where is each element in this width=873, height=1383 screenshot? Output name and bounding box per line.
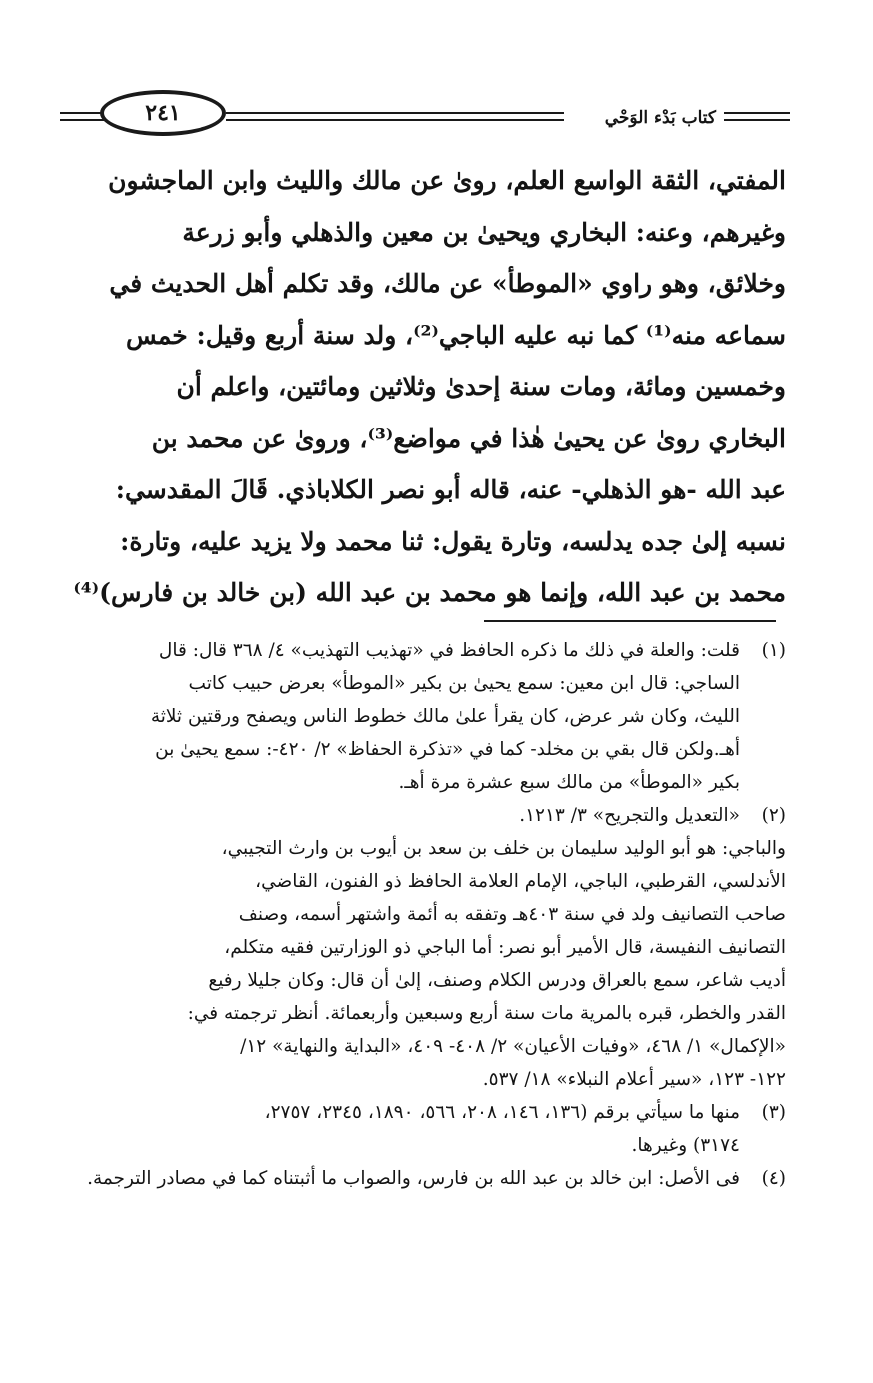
footnote-2-extra-line: صاحب التصانيف ولد في سنة ٤٠٣هـ وتفقه به أئمة واشتهر أسمه، وصنف <box>238 904 786 925</box>
footnote-1-line: الليث، وكان شر عرض، كان يقرأ علىٰ مالك خطوط الناس ويصفح ورقتين ثلاثة <box>150 706 740 727</box>
footnote-2-extra-line: ١٢٢- ١٢٣، «سير أعلام النبلاء» ١٨/ ٥٣٧. <box>482 1069 786 1090</box>
footnote-2-extra-line: «الإكمال» ١/ ٤٦٨، «وفيات الأعيان» ٢/ ٤٠٨- ٤٠٩، «البداية والنهاية» ١٢/ <box>240 1036 786 1057</box>
main-text <box>64 155 786 619</box>
main-line: البخاري روىٰ عن يحيىٰ هٰذا في مواضع⁽³⁾، وروىٰ عن محمد بن <box>151 423 786 453</box>
main-line: عبد الله -هو الذهلي- عنه، قاله أبو نصر الكلاباذي. قَالَ المقدسي: <box>115 475 786 504</box>
header-rule-middle-top <box>226 112 564 114</box>
footnote-1-line: الساجي: قال ابن معين: سمع يحيىٰ بن بكير «الموطأ» بعرض حبيب كاتب <box>188 673 740 694</box>
footnote-2-extra-line: الأندلسي، القرطبي، الباجي، الإمام العلامة الحافظ ذو الفنون، القاضي، <box>255 871 786 892</box>
footnote-number: (٢) <box>761 805 786 826</box>
footnote-number: (٤) <box>761 1168 786 1189</box>
footnote-text: قلت: والعلة في ذلك ما ذكره الحافظ في «تهذيب التهذيب» ٤/ ٣٦٨ قال: قال <box>158 640 740 661</box>
footnote-text: «التعديل والتجريح» ٣/ ١٢١٣. <box>519 805 740 826</box>
footnote-separator <box>484 620 776 622</box>
footnote-2-extra-line: القدر والخطر، قبره بالمرية مات سنة أربع وسبعين وأربعمائة. أنظر ترجمته في: <box>187 1003 786 1024</box>
footnote-1-line: بكير «الموطأ» من مالك سبع عشرة مرة أهـ. <box>398 772 740 793</box>
main-line: المفتي، الثقة الواسع العلم، رویٰ عن مالك والليث وابن الماجشون <box>108 166 786 195</box>
footnote-number: (٣) <box>761 1102 786 1123</box>
main-line: وخلائق، وهو راوي «الموطأ» عن مالك، وقد تكلم أهل الحديث في <box>109 269 786 298</box>
header-rule-right-bottom <box>724 119 790 121</box>
main-line: وخمسين ومائة، ومات سنة إحدىٰ وثلاثين ومائتين، واعلم أن <box>176 372 786 401</box>
footnote-3-line: ٣١٧٤) وغيرها. <box>631 1135 740 1156</box>
footnote-2-extra-line: التصانيف النفيسة، قال الأمير أبو نصر: أما الباجي ذو الوزارتين فقيه متكلم، <box>224 937 786 958</box>
footnote-text: فى الأصل: ابن خالد بن عبد الله بن فارس، والصواب ما أثبتناه كما في مصادر الترجمة. <box>87 1168 740 1189</box>
footnotes <box>60 634 786 1195</box>
book-title: كتاب بَدْء الوَحْي <box>604 108 716 128</box>
main-line: سماعه منه⁽¹⁾ كما نبه عليه الباجي⁽²⁾، ولد سنة أربع وقيل: خمس <box>125 320 786 350</box>
footnote-1-line: أهـ.ولكن قال بقي بن مخلد- كما في «تذكرة الحفاظ» ٢/ ٤٢٠-: سمع يحيىٰ بن <box>155 739 740 760</box>
header-rule-middle-bottom <box>226 119 564 121</box>
page-number <box>100 90 226 136</box>
main-line: وغيرهم، وعنه: البخاري ويحيىٰ بن معين والذهلي وأبو زرعة <box>182 217 786 247</box>
footnote-2-extra-line: والباجي: هو أبو الوليد سليمان بن خلف بن سعد بن أيوب بن وارث التجيبي، <box>221 838 786 859</box>
footnote-4-line <box>60 1162 786 1195</box>
footnote-3-line <box>60 1096 786 1129</box>
footnote-1-line <box>60 634 786 667</box>
footnote-2-extra-line: أديب شاعر، سمع بالعراق ودرس الكلام وصنف، إلىٰ أن قال: وكان جليلا رفيع <box>208 970 786 991</box>
footnote-text: منها ما سيأتي برقم (١٣٦، ١٤٦، ٢٠٨، ٥٦٦، ١٨٩٠، ٢٣٤٥، ٢٧٥٧، <box>264 1102 740 1123</box>
footnote-2-line <box>60 799 786 832</box>
main-line: محمد بن عبد الله، وإنما هو محمد بن عبد الله (بن خالد بن فارس)⁽⁴⁾ <box>73 578 786 607</box>
footnote-number: (١) <box>761 640 786 661</box>
page-number-text: ٢٤١ <box>145 100 181 126</box>
header-rule-right-top <box>724 112 790 114</box>
header-rule-left-bottom <box>60 119 104 121</box>
page-header <box>60 84 790 144</box>
header-rule-left-top <box>60 112 104 114</box>
main-line: نسبه إلىٰ جده يدلسه، وتارة يقول: ثنا محمد ولا يزيد عليه، وتارة: <box>120 526 786 556</box>
